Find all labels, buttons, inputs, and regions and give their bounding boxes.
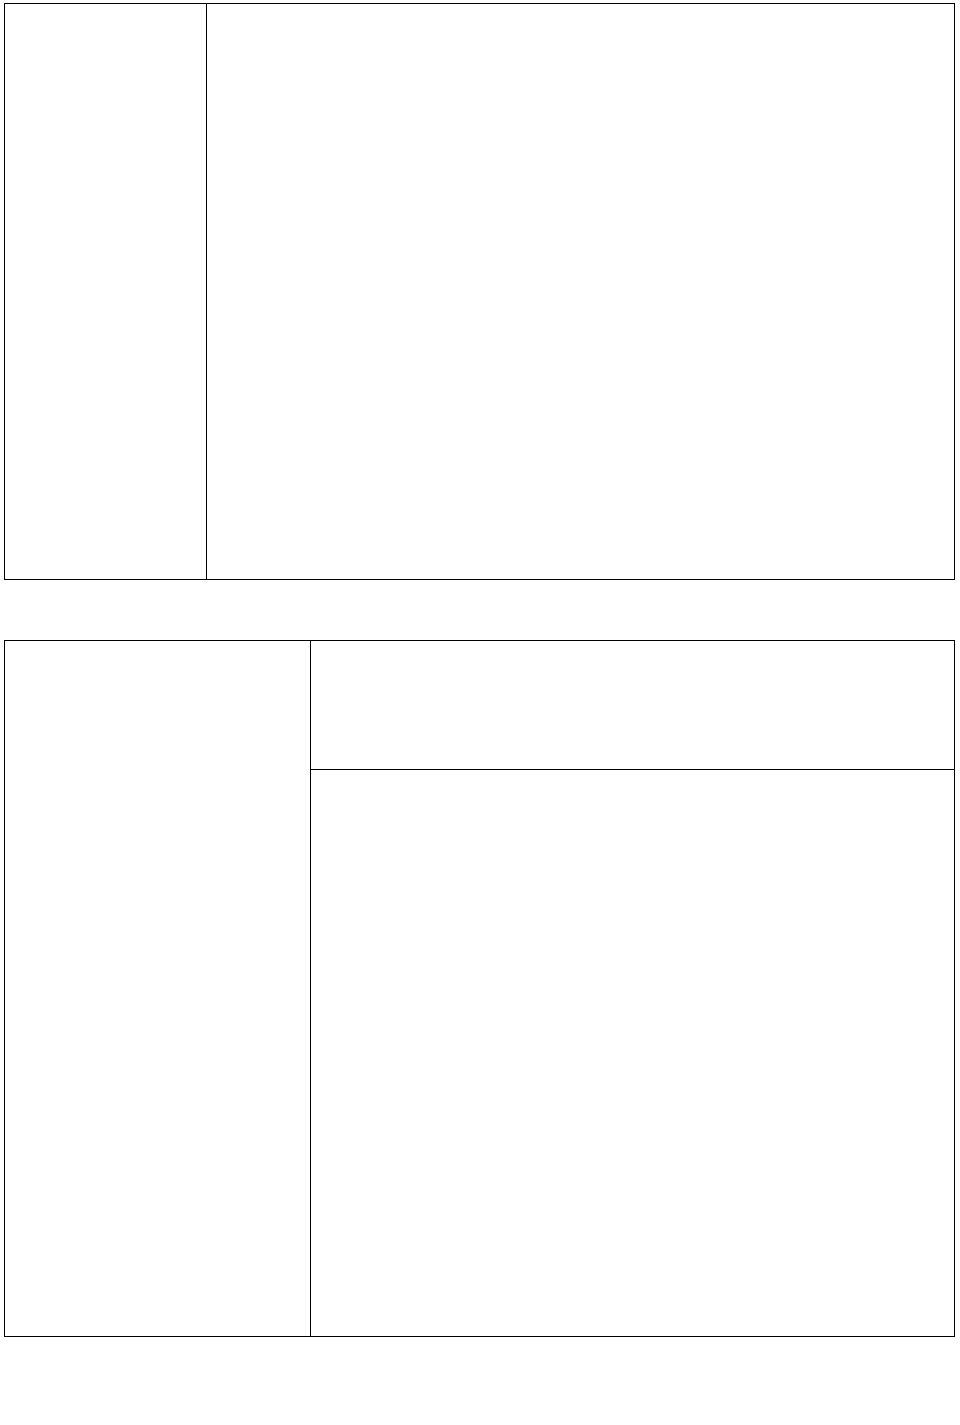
bottom-table-column-divider: [310, 641, 311, 1336]
bottom-table: [4, 640, 955, 1337]
top-table: [4, 3, 955, 580]
bottom-table-inner-divider: [310, 769, 954, 770]
top-table-column-divider: [206, 4, 207, 579]
